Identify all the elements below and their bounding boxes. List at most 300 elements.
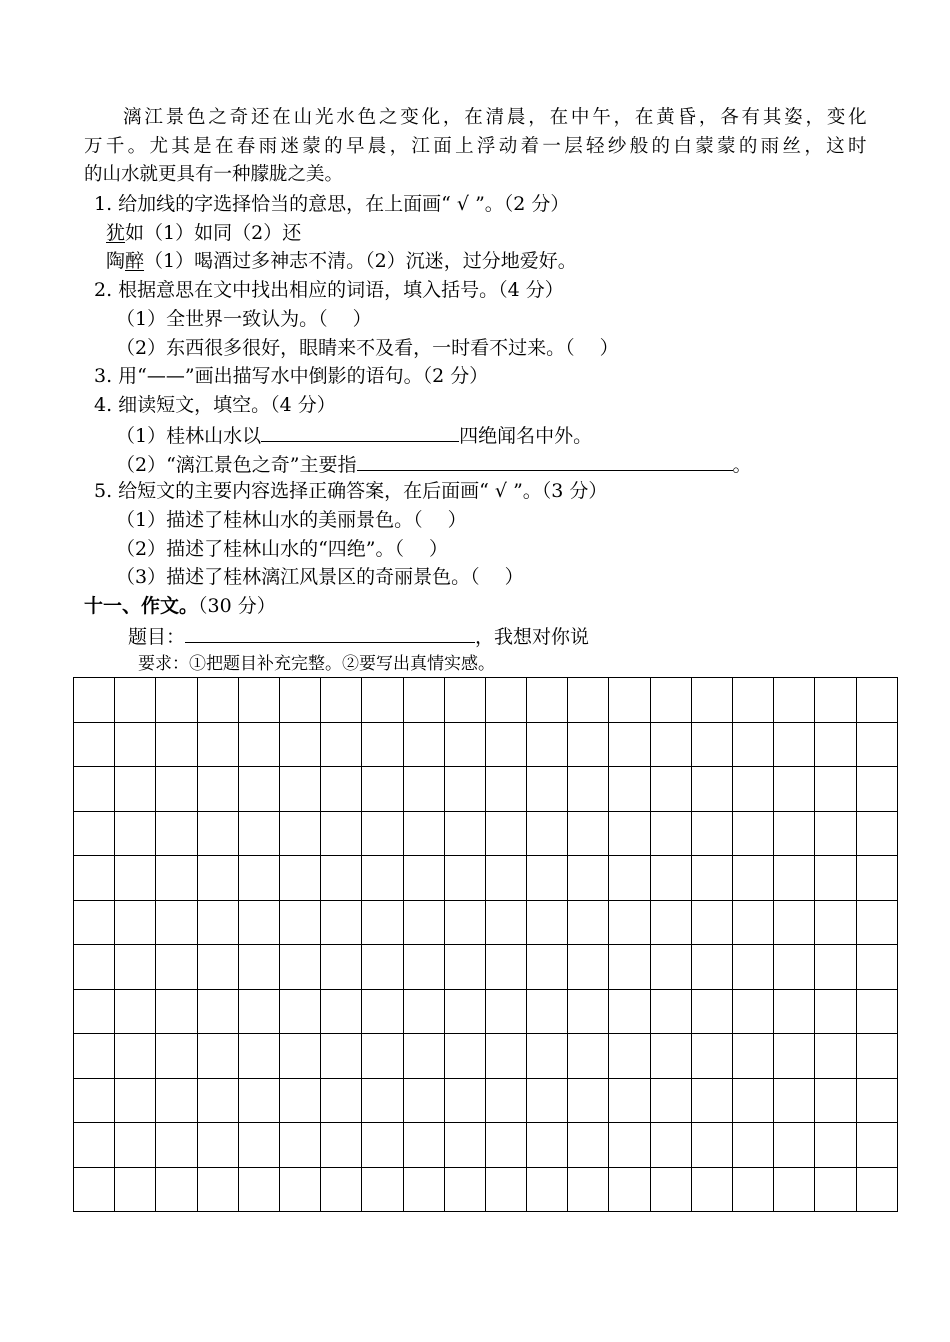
topic-label: 题目： (128, 626, 186, 648)
grid-cell[interactable] (115, 722, 156, 767)
grid-cell[interactable] (609, 989, 650, 1034)
q5-item-3: （3）描述了桂林漓江风景区的奇丽景色。（ ） (116, 566, 524, 588)
grid-cell[interactable] (856, 900, 897, 945)
grid-cell[interactable] (815, 811, 856, 856)
grid-cell[interactable] (691, 1167, 732, 1212)
grid-cell[interactable] (527, 767, 568, 812)
grid-cell[interactable] (238, 722, 279, 767)
grid-cell[interactable] (609, 856, 650, 901)
grid-cell[interactable] (733, 989, 774, 1034)
grid-cell[interactable] (815, 678, 856, 723)
passage-line-1-char: 色 (186, 107, 206, 128)
grid-cell[interactable] (362, 767, 403, 812)
passage-line-1-char: 色 (357, 107, 377, 128)
grid-cell[interactable] (238, 1034, 279, 1079)
grid-cell[interactable] (156, 1078, 197, 1123)
grid-cell[interactable] (774, 1034, 815, 1079)
grid-cell[interactable] (115, 900, 156, 945)
grid-cell[interactable] (74, 1034, 115, 1079)
composition-heading: 十一、作文。 (84, 595, 199, 617)
grid-cell[interactable] (321, 945, 362, 990)
grid-cell[interactable] (691, 1034, 732, 1079)
q3-title: 3. 用“——”画出描写水中倒影的语句。（2 分） (94, 365, 489, 387)
grid-cell[interactable] (733, 1034, 774, 1079)
grid-row (74, 722, 898, 767)
grid-cell[interactable] (444, 856, 485, 901)
grid-cell[interactable] (650, 856, 691, 901)
grid-cell[interactable] (444, 811, 485, 856)
passage-line-2-char: 上 (455, 136, 474, 157)
grid-cell[interactable] (650, 989, 691, 1034)
grid-cell[interactable] (362, 989, 403, 1034)
grid-cell[interactable] (74, 767, 115, 812)
passage-line-1 (123, 106, 867, 130)
grid-cell[interactable] (568, 1034, 609, 1079)
grid-cell[interactable] (197, 900, 238, 945)
grid-cell[interactable] (815, 1123, 856, 1168)
grid-cell[interactable] (444, 1123, 485, 1168)
grid-cell[interactable] (238, 856, 279, 901)
grid-cell[interactable] (774, 856, 815, 901)
grid-row (74, 1167, 898, 1212)
grid-cell[interactable] (156, 811, 197, 856)
passage-line-2-char: 早 (345, 136, 365, 157)
grid-cell[interactable] (115, 989, 156, 1034)
grid-cell[interactable] (362, 1167, 403, 1212)
grid-cell[interactable] (321, 900, 362, 945)
grid-cell[interactable] (115, 678, 156, 723)
passage-line-1-char: 奇 (229, 107, 249, 128)
grid-cell[interactable] (485, 1167, 526, 1212)
grid-cell[interactable] (815, 767, 856, 812)
grid-cell[interactable] (733, 767, 774, 812)
grid-cell[interactable] (733, 945, 774, 990)
grid-cell[interactable] (321, 722, 362, 767)
grid-cell[interactable] (74, 678, 115, 723)
grid-cell[interactable] (321, 1123, 362, 1168)
grid-cell[interactable] (279, 1034, 320, 1079)
grid-cell[interactable] (74, 900, 115, 945)
grid-cell[interactable] (609, 767, 650, 812)
grid-cell[interactable] (115, 811, 156, 856)
passage-line-1-char: 晨 (506, 107, 526, 128)
grid-cell[interactable] (527, 722, 568, 767)
grid-cell[interactable] (197, 989, 238, 1034)
grid-cell[interactable] (115, 1167, 156, 1212)
grid-cell[interactable] (815, 945, 856, 990)
passage-line-1-char: 化 (421, 107, 441, 128)
grid-cell[interactable] (609, 1078, 650, 1123)
grid-cell[interactable] (815, 856, 856, 901)
grid-cell[interactable] (733, 811, 774, 856)
grid-cell[interactable] (238, 900, 279, 945)
passage-line-2-char: 是 (193, 136, 212, 157)
grid-cell[interactable] (856, 722, 897, 767)
q4-item-2-suffix: 。 (732, 454, 752, 476)
grid-cell[interactable] (403, 900, 444, 945)
grid-cell[interactable] (856, 811, 897, 856)
grid-cell[interactable] (815, 1078, 856, 1123)
grid-cell[interactable] (774, 1123, 815, 1168)
grid-cell[interactable] (115, 1078, 156, 1123)
grid-cell[interactable] (527, 856, 568, 901)
grid-cell[interactable] (527, 1167, 568, 1212)
grid-cell[interactable] (527, 1034, 568, 1079)
grid-cell[interactable] (197, 1078, 238, 1123)
grid-cell[interactable] (733, 1078, 774, 1123)
grid-cell[interactable] (279, 722, 320, 767)
grid-cell[interactable] (403, 856, 444, 901)
grid-cell[interactable] (238, 1123, 279, 1168)
grid-cell[interactable] (774, 1078, 815, 1123)
grid-cell[interactable] (444, 722, 485, 767)
grid-cell[interactable] (279, 945, 320, 990)
q1-underlined-char-1: 犹 (106, 222, 126, 244)
grid-cell[interactable] (321, 1167, 362, 1212)
grid-cell[interactable] (568, 811, 609, 856)
grid-cell[interactable] (403, 1034, 444, 1079)
grid-cell[interactable] (774, 1167, 815, 1212)
grid-cell[interactable] (650, 811, 691, 856)
grid-cell[interactable] (362, 722, 403, 767)
grid-cell[interactable] (238, 678, 279, 723)
grid-cell[interactable] (691, 811, 732, 856)
grid-cell[interactable] (74, 722, 115, 767)
passage-line-2-char: 万 (84, 136, 103, 157)
grid-cell[interactable] (485, 811, 526, 856)
grid-cell[interactable] (568, 989, 609, 1034)
grid-cell[interactable] (444, 945, 485, 990)
composition-requirements: 要求：①把题目补充完整。②要写出真情实感。 (138, 654, 495, 674)
q1-item-1 (106, 221, 301, 245)
grid-cell[interactable] (403, 722, 444, 767)
grid-cell[interactable] (733, 1123, 774, 1168)
passage-line-2-char: 浮 (476, 136, 496, 157)
grid-cell[interactable] (197, 1034, 238, 1079)
grid-cell[interactable] (733, 900, 774, 945)
grid-cell[interactable] (115, 1034, 156, 1079)
grid-cell[interactable] (609, 945, 650, 990)
grid-cell[interactable] (774, 900, 815, 945)
grid-cell[interactable] (733, 678, 774, 723)
passage-line-2-char: 。 (127, 136, 147, 157)
grid-cell[interactable] (485, 1034, 526, 1079)
q4-blank-2[interactable] (357, 451, 733, 471)
grid-cell[interactable] (774, 678, 815, 723)
grid-cell[interactable] (691, 1123, 732, 1168)
passage-line-2-char: 纱 (607, 136, 627, 157)
grid-cell[interactable] (279, 767, 320, 812)
grid-cell[interactable] (444, 678, 485, 723)
grid-cell[interactable] (444, 1078, 485, 1123)
grid-cell[interactable] (815, 722, 856, 767)
passage-line-1-char: 山 (293, 107, 313, 128)
grid-cell[interactable] (156, 722, 197, 767)
grid-cell[interactable] (856, 767, 897, 812)
grid-cell[interactable] (733, 1167, 774, 1212)
grid-cell[interactable] (156, 1034, 197, 1079)
composition-topic (128, 623, 589, 649)
grid-cell[interactable] (568, 678, 609, 723)
grid-cell[interactable] (279, 856, 320, 901)
grid-cell[interactable] (527, 1078, 568, 1123)
q5-title: 5. 给短文的主要内容选择正确答案，在后面画“ √ ”。（3 分） (94, 480, 608, 502)
grid-cell[interactable] (321, 678, 362, 723)
grid-cell[interactable] (74, 945, 115, 990)
grid-cell[interactable] (856, 678, 897, 723)
passage-line-1-char: 清 (485, 107, 505, 128)
grid-cell[interactable] (650, 900, 691, 945)
grid-cell[interactable] (609, 722, 650, 767)
grid-cell[interactable] (691, 856, 732, 901)
grid-cell[interactable] (238, 1167, 279, 1212)
grid-cell[interactable] (74, 1167, 115, 1212)
grid-cell[interactable] (609, 678, 650, 723)
grid-cell[interactable] (321, 1034, 362, 1079)
passage-line-2-char: 的 (651, 136, 671, 157)
grid-cell[interactable] (650, 945, 691, 990)
grid-cell[interactable] (568, 1167, 609, 1212)
grid-cell[interactable] (733, 722, 774, 767)
grid-cell[interactable] (238, 811, 279, 856)
grid-cell[interactable] (485, 856, 526, 901)
grid-cell[interactable] (568, 1123, 609, 1168)
grid-cell[interactable] (197, 1167, 238, 1212)
grid-cell[interactable] (485, 722, 526, 767)
grid-row (74, 856, 898, 901)
grid-cell[interactable] (609, 1123, 650, 1168)
grid-cell[interactable] (650, 1167, 691, 1212)
grid-cell[interactable] (691, 722, 732, 767)
grid-cell[interactable] (197, 767, 238, 812)
grid-cell[interactable] (321, 811, 362, 856)
q4-blank-1[interactable] (261, 422, 459, 442)
grid-row (74, 811, 898, 856)
grid-cell[interactable] (362, 811, 403, 856)
grid-cell[interactable] (279, 678, 320, 723)
grid-cell[interactable] (238, 989, 279, 1034)
grid-cell[interactable] (650, 722, 691, 767)
grid-cell[interactable] (856, 1034, 897, 1079)
grid-cell[interactable] (691, 1078, 732, 1123)
grid-cell[interactable] (856, 1123, 897, 1168)
grid-cell[interactable] (403, 1078, 444, 1123)
grid-cell[interactable] (485, 767, 526, 812)
grid-cell[interactable] (115, 1123, 156, 1168)
grid-cell[interactable] (279, 900, 320, 945)
passage-line-2-char: 丝 (782, 136, 802, 157)
grid-cell[interactable] (527, 900, 568, 945)
q1-item-2 (106, 249, 577, 273)
q5-item-1: （1）描述了桂林山水的美丽景色。（ ） (116, 509, 467, 531)
grid-cell[interactable] (156, 1123, 197, 1168)
grid-cell[interactable] (691, 989, 732, 1034)
grid-cell[interactable] (609, 1167, 650, 1212)
grid-cell[interactable] (444, 900, 485, 945)
grid-cell[interactable] (815, 900, 856, 945)
grid-cell[interactable] (156, 945, 197, 990)
grid-row (74, 1123, 898, 1168)
writing-grid[interactable] (73, 677, 898, 1212)
grid-cell[interactable] (156, 856, 197, 901)
grid-cell[interactable] (485, 900, 526, 945)
grid-cell[interactable] (815, 989, 856, 1034)
grid-cell[interactable] (815, 1167, 856, 1212)
grid-cell[interactable] (485, 678, 526, 723)
grid-cell[interactable] (156, 1167, 197, 1212)
grid-cell[interactable] (650, 1034, 691, 1079)
grid-cell[interactable] (815, 1034, 856, 1079)
grid-row (74, 678, 898, 723)
grid-cell[interactable] (609, 1034, 650, 1079)
grid-cell[interactable] (74, 989, 115, 1034)
grid-cell[interactable] (856, 1167, 897, 1212)
passage-line-2-char: ， (804, 136, 823, 157)
grid-cell[interactable] (856, 945, 897, 990)
grid-cell[interactable] (197, 811, 238, 856)
passage-line-1-char: 化 (848, 107, 867, 128)
grid-cell[interactable] (485, 1078, 526, 1123)
grid-cell[interactable] (774, 811, 815, 856)
passage-line-2-char: 般 (629, 136, 649, 157)
grid-cell[interactable] (650, 1123, 691, 1168)
grid-cell[interactable] (609, 900, 650, 945)
grid-cell[interactable] (362, 945, 403, 990)
grid-cell[interactable] (403, 678, 444, 723)
grid-cell[interactable] (197, 678, 238, 723)
grid-cell[interactable] (115, 856, 156, 901)
passage-line-2-char: 春 (236, 136, 256, 157)
grid-cell[interactable] (568, 900, 609, 945)
grid-cell[interactable] (403, 811, 444, 856)
grid-cell[interactable] (156, 678, 197, 723)
grid-cell[interactable] (527, 678, 568, 723)
passage-line-1-char: 之 (378, 107, 398, 128)
grid-cell[interactable] (362, 1078, 403, 1123)
grid-cell[interactable] (238, 945, 279, 990)
grid-cell[interactable] (485, 945, 526, 990)
grid-cell[interactable] (197, 1123, 238, 1168)
grid-cell[interactable] (568, 856, 609, 901)
grid-cell[interactable] (74, 856, 115, 901)
grid-cell[interactable] (527, 945, 568, 990)
grid-cell[interactable] (321, 1078, 362, 1123)
grid-cell[interactable] (197, 856, 238, 901)
grid-cell[interactable] (774, 767, 815, 812)
grid-cell[interactable] (527, 811, 568, 856)
grid-cell[interactable] (444, 989, 485, 1034)
passage-line-2-char: 尤 (149, 136, 168, 157)
grid-cell[interactable] (279, 989, 320, 1034)
grid-cell[interactable] (74, 811, 115, 856)
grid-cell[interactable] (774, 989, 815, 1034)
grid-cell[interactable] (568, 1078, 609, 1123)
passage-line-1-char: ， (698, 107, 718, 128)
grid-cell[interactable] (279, 1167, 320, 1212)
grid-cell[interactable] (156, 989, 197, 1034)
grid-cell[interactable] (527, 989, 568, 1034)
grid-cell[interactable] (856, 1078, 897, 1123)
grid-cell[interactable] (485, 1123, 526, 1168)
grid-cell[interactable] (568, 767, 609, 812)
grid-cell[interactable] (362, 678, 403, 723)
grid-cell[interactable] (444, 1167, 485, 1212)
grid-cell[interactable] (691, 900, 732, 945)
passage-line-1-char: 黄 (656, 107, 675, 128)
grid-cell[interactable] (156, 900, 197, 945)
grid-cell[interactable] (321, 767, 362, 812)
grid-cell[interactable] (403, 989, 444, 1034)
grid-cell[interactable] (568, 945, 609, 990)
grid-cell[interactable] (362, 900, 403, 945)
grid-cell[interactable] (691, 945, 732, 990)
grid-cell[interactable] (691, 767, 732, 812)
grid-cell[interactable] (774, 722, 815, 767)
grid-cell[interactable] (856, 989, 897, 1034)
passage-line-1-char: 中 (570, 107, 590, 128)
grid-cell[interactable] (650, 767, 691, 812)
q4-item-1-prefix: （1）桂林山水以 (116, 425, 262, 447)
grid-cell[interactable] (733, 856, 774, 901)
grid-cell[interactable] (279, 1123, 320, 1168)
grid-cell[interactable] (279, 1078, 320, 1123)
topic-suffix: ，我想对你说 (475, 626, 590, 648)
grid-cell[interactable] (444, 767, 485, 812)
grid-cell[interactable] (197, 722, 238, 767)
passage-line-1-char: 漓 (123, 107, 142, 128)
q4-title: 4. 细读短文，填空。（4 分） (94, 394, 336, 416)
grid-cell[interactable] (774, 945, 815, 990)
grid-cell[interactable] (238, 767, 279, 812)
grid-cell[interactable] (650, 678, 691, 723)
q5-item-2: （2）描述了桂林山水的“四绝”。（ ） (116, 538, 449, 560)
grid-cell[interactable] (362, 1034, 403, 1079)
grid-cell[interactable] (403, 767, 444, 812)
grid-cell[interactable] (238, 1078, 279, 1123)
grid-cell[interactable] (197, 945, 238, 990)
grid-cell[interactable] (321, 989, 362, 1034)
grid-cell[interactable] (403, 945, 444, 990)
grid-cell[interactable] (362, 856, 403, 901)
grid-cell[interactable] (650, 1078, 691, 1123)
grid-cell[interactable] (444, 1034, 485, 1079)
grid-cell[interactable] (856, 856, 897, 901)
grid-cell[interactable] (115, 767, 156, 812)
grid-cell[interactable] (691, 678, 732, 723)
passage-line-1-char: 光 (314, 107, 334, 128)
grid-cell[interactable] (609, 811, 650, 856)
grid-cell[interactable] (156, 767, 197, 812)
grid-cell[interactable] (321, 856, 362, 901)
grid-cell[interactable] (279, 811, 320, 856)
composition-heading-line (84, 594, 276, 618)
topic-blank[interactable] (185, 623, 475, 643)
grid-cell[interactable] (362, 1123, 403, 1168)
grid-cell[interactable] (527, 1123, 568, 1168)
passage-line-2-char: 雨 (760, 136, 780, 157)
passage-line-1-char: 在 (272, 107, 291, 128)
passage-line-1-char: 水 (336, 107, 355, 128)
q2-item-1: （1）全世界一致认为。（ ） (116, 308, 372, 330)
grid-cell[interactable] (403, 1167, 444, 1212)
grid-cell[interactable] (115, 945, 156, 990)
grid-cell[interactable] (74, 1123, 115, 1168)
grid-cell[interactable] (74, 1078, 115, 1123)
passage-line-2-char: 蒙 (717, 136, 736, 157)
grid-cell[interactable] (403, 1123, 444, 1168)
grid-cell[interactable] (568, 722, 609, 767)
grid-cell[interactable] (485, 989, 526, 1034)
